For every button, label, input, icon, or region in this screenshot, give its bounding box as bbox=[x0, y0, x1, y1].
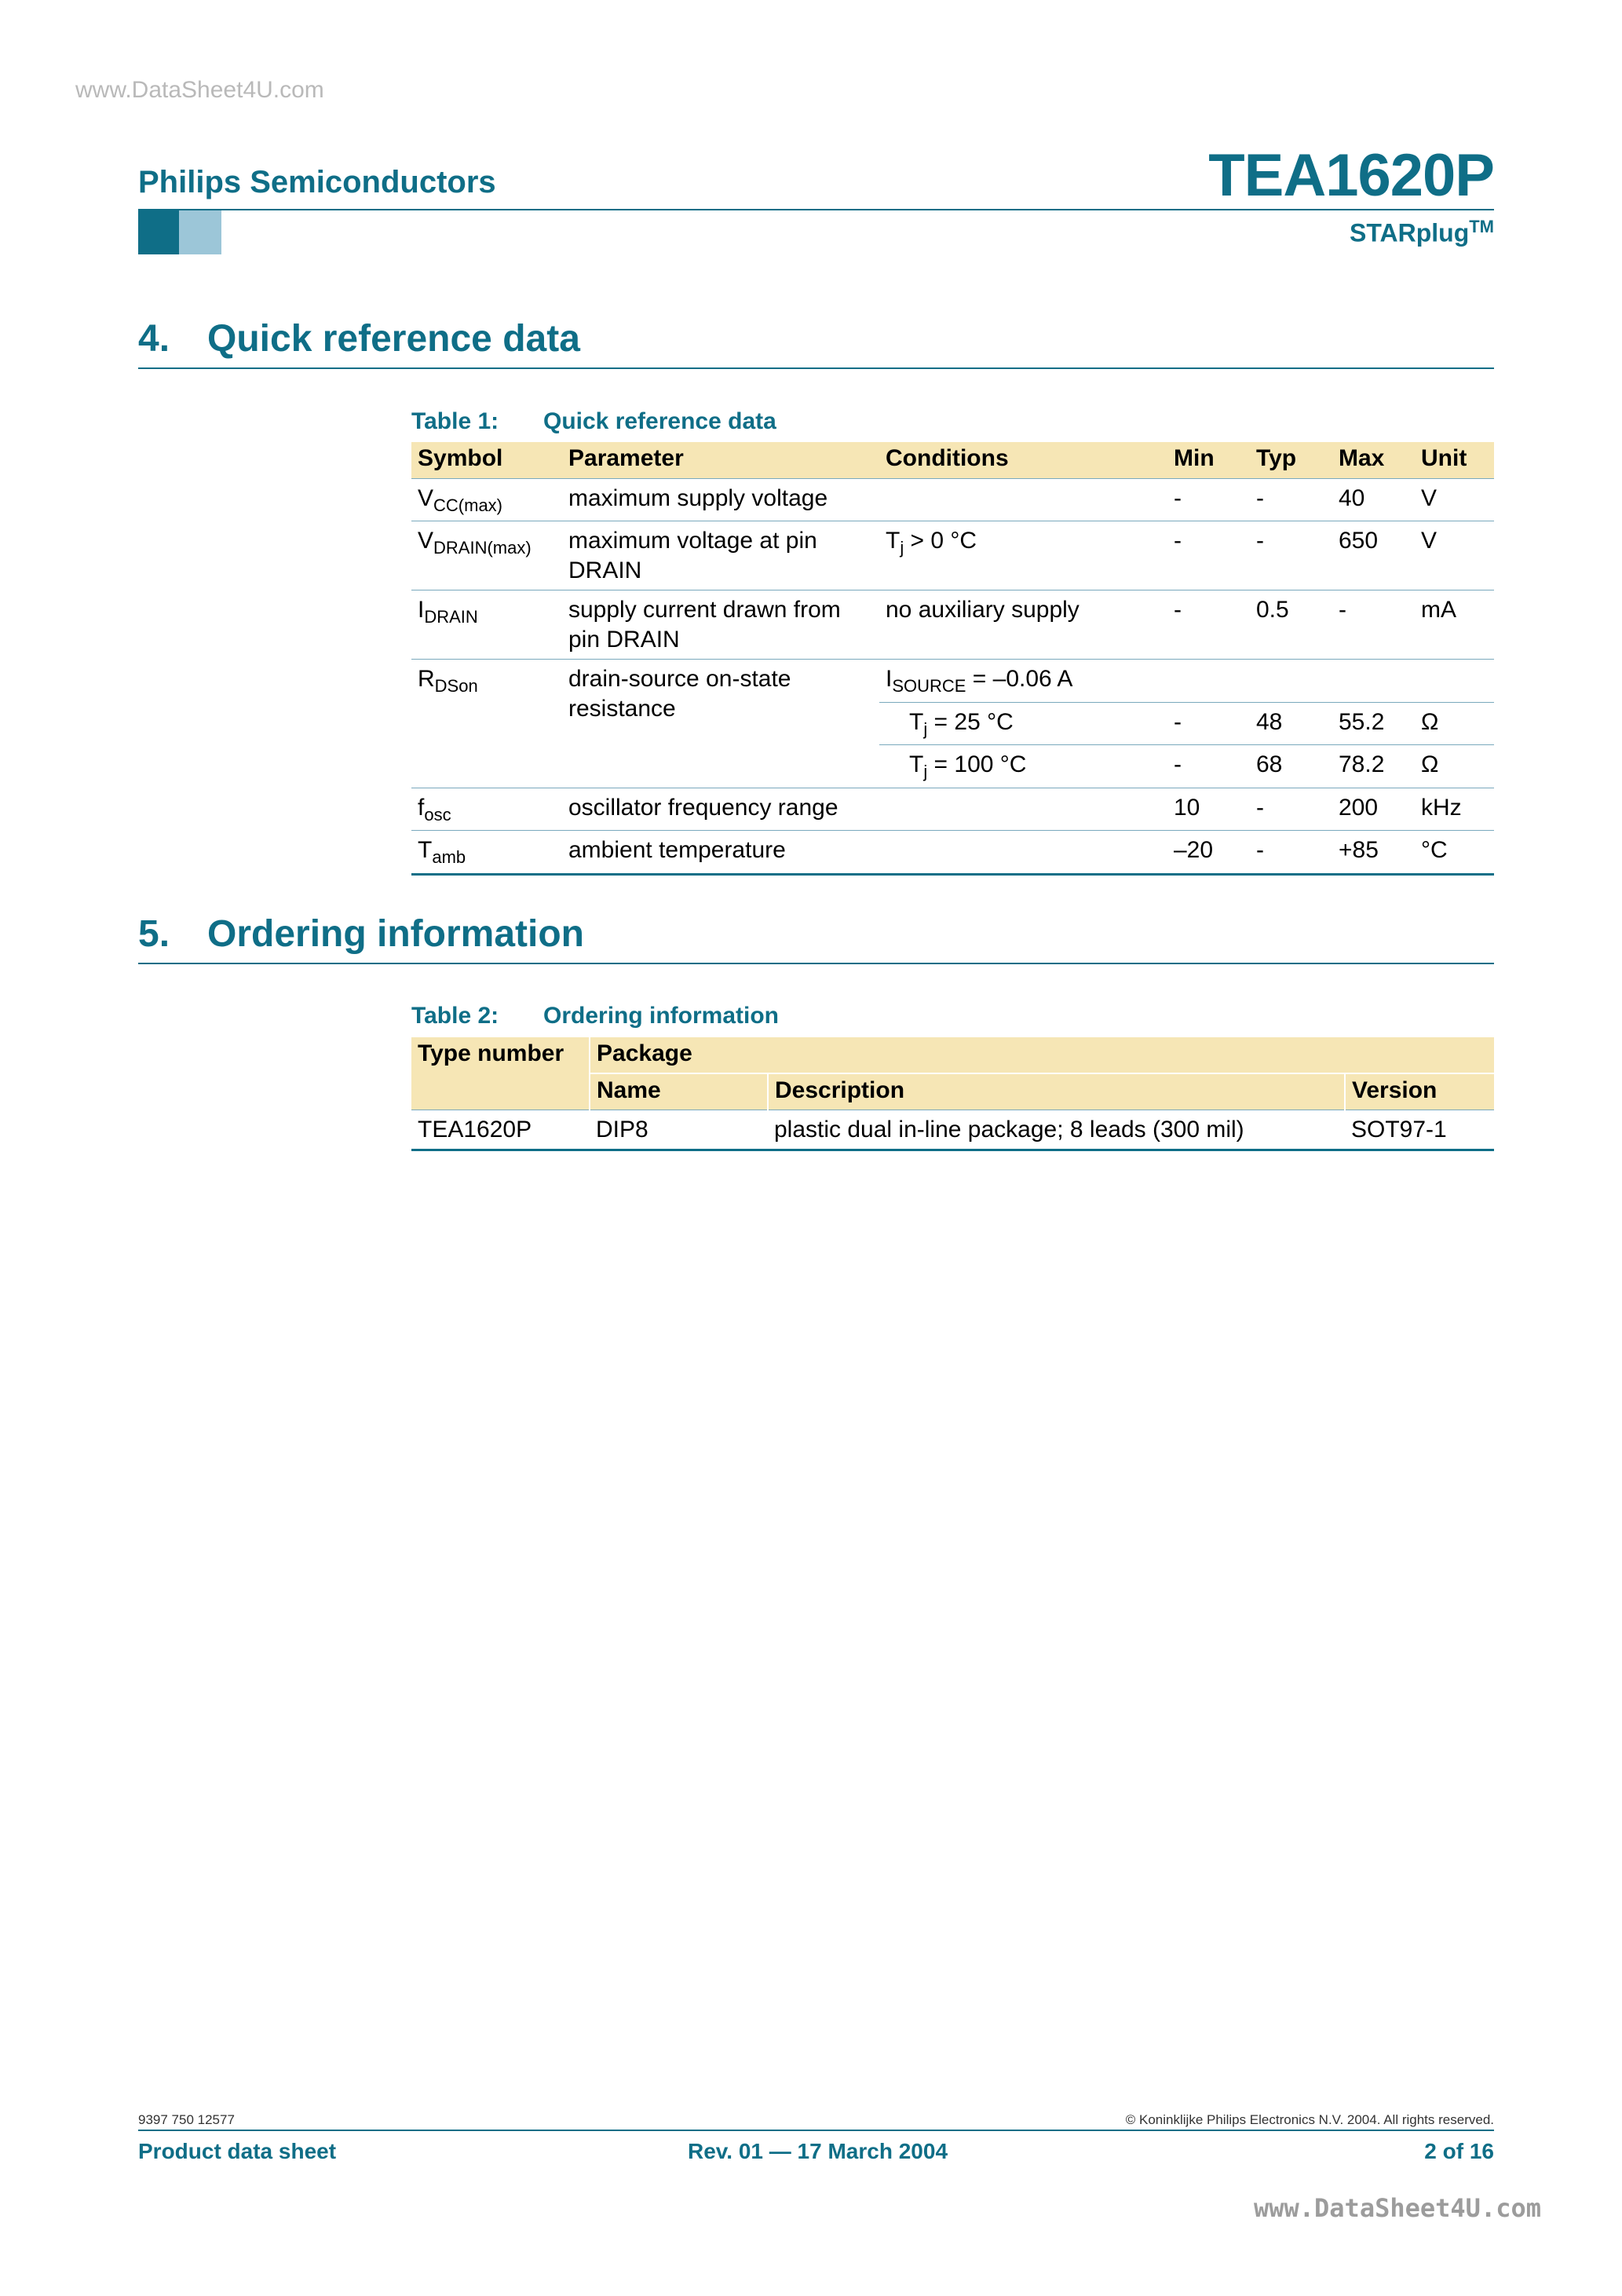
cell-min: - bbox=[1167, 745, 1250, 788]
cell-parameter: drain-source on-state resistance bbox=[562, 660, 879, 788]
subtitle-text: STARplug bbox=[1349, 218, 1470, 247]
table-1-label: Table 1: bbox=[411, 408, 499, 434]
col-header-max: Max bbox=[1332, 442, 1415, 478]
cell-conditions: no auxiliary supply bbox=[879, 590, 1167, 660]
cell-typ bbox=[1250, 660, 1332, 703]
section-5-heading bbox=[138, 912, 584, 956]
cell-parameter: ambient temperature bbox=[562, 831, 879, 875]
section-5-number: 5. bbox=[138, 913, 170, 955]
cell-symbol: $V_{CC(max)}$ bbox=[411, 478, 562, 521]
cell-min: - bbox=[1167, 590, 1250, 660]
section-4-number: 4. bbox=[138, 318, 170, 360]
product-name: TEA1620P bbox=[1208, 142, 1494, 209]
cell-min: –20 bbox=[1167, 831, 1250, 875]
cell-type-number: TEA1620P bbox=[411, 1110, 590, 1150]
cell-unit: kHz bbox=[1415, 788, 1494, 831]
cell-conditions bbox=[879, 831, 1167, 875]
table-row bbox=[411, 521, 1494, 590]
table-1-title: Quick reference data bbox=[543, 408, 776, 434]
cell-typ: - bbox=[1250, 788, 1332, 831]
page-number: 2 of 16 bbox=[1424, 2139, 1494, 2163]
cell-description: plastic dual in-line package; 8 leads (300 mil) bbox=[768, 1110, 1345, 1150]
cell-parameter: oscillator frequency range bbox=[562, 788, 879, 831]
cell-parameter: maximum voltage at pin DRAIN bbox=[562, 521, 879, 590]
cell-unit: V bbox=[1415, 478, 1494, 521]
cell-min: - bbox=[1167, 702, 1250, 745]
table-row bbox=[411, 590, 1494, 660]
col-header-unit: Unit bbox=[1415, 442, 1494, 478]
cell-unit bbox=[1415, 660, 1494, 703]
cell-typ: 68 bbox=[1250, 745, 1332, 788]
footer-rule bbox=[138, 2130, 1494, 2131]
document-number: 9397 750 12577 bbox=[138, 2112, 235, 2127]
section-4-rule bbox=[138, 367, 1494, 369]
col-header-description: Description bbox=[768, 1073, 1345, 1110]
product-subtitle bbox=[1350, 217, 1494, 248]
cell-max: +85 bbox=[1332, 831, 1415, 875]
cell-symbol: $T_{amb}$ bbox=[411, 831, 562, 875]
section-4-heading bbox=[138, 317, 580, 360]
brand-square-dark bbox=[138, 210, 179, 254]
table-header-row bbox=[411, 442, 1494, 478]
cell-unit: V bbox=[1415, 521, 1494, 590]
col-header-type-number: Type number bbox=[411, 1037, 590, 1110]
subtitle-trademark: TM bbox=[1469, 217, 1494, 236]
table-1-caption bbox=[411, 408, 776, 435]
table-2-title: Ordering information bbox=[543, 1003, 779, 1029]
watermark-top: www.DataSheet4U.com bbox=[75, 77, 324, 103]
table-header-row bbox=[411, 1037, 1494, 1073]
col-header-name: Name bbox=[590, 1073, 768, 1110]
cell-min: - bbox=[1167, 478, 1250, 521]
cell-max: 650 bbox=[1332, 521, 1415, 590]
col-header-symbol: Symbol bbox=[411, 442, 562, 478]
ordering-information-table bbox=[411, 1037, 1494, 1151]
section-5-title: Ordering information bbox=[207, 913, 584, 955]
col-header-conditions: Conditions bbox=[879, 442, 1167, 478]
cell-conditions bbox=[879, 788, 1167, 831]
table-row bbox=[411, 788, 1494, 831]
cell-max: - bbox=[1332, 590, 1415, 660]
cell-conditions: $T_j > 0$ °C bbox=[879, 521, 1167, 590]
cell-max: 78.2 bbox=[1332, 745, 1415, 788]
watermark-bottom: www.DataSheet4U.com bbox=[1253, 2193, 1541, 2223]
table-2-caption bbox=[411, 1003, 779, 1029]
cell-typ: - bbox=[1250, 478, 1332, 521]
cell-min: - bbox=[1167, 521, 1250, 590]
cell-unit: mA bbox=[1415, 590, 1494, 660]
cell-unit: Ω bbox=[1415, 745, 1494, 788]
cell-conditions: $T_j = 25$ °C bbox=[879, 702, 1167, 745]
cell-conditions: $T_j = 100$ °C bbox=[879, 745, 1167, 788]
section-5-rule bbox=[138, 963, 1494, 964]
cell-max: 40 bbox=[1332, 478, 1415, 521]
document-type: Product data sheet bbox=[138, 2139, 337, 2163]
cell-symbol: $f_{osc}$ bbox=[411, 788, 562, 831]
cell-parameter: maximum supply voltage bbox=[562, 478, 879, 521]
cell-symbol: $V_{DRAIN(max)}$ bbox=[411, 521, 562, 590]
cell-typ: - bbox=[1250, 831, 1332, 875]
cell-name: DIP8 bbox=[590, 1110, 768, 1150]
cell-version: SOT97-1 bbox=[1345, 1110, 1494, 1150]
table-row bbox=[411, 478, 1494, 521]
table-row bbox=[411, 831, 1494, 875]
cell-min bbox=[1167, 660, 1250, 703]
cell-max bbox=[1332, 660, 1415, 703]
cell-typ: 48 bbox=[1250, 702, 1332, 745]
quick-reference-table bbox=[411, 442, 1494, 876]
revision: Rev. 01 — 17 March 2004 bbox=[688, 2139, 948, 2163]
table-row bbox=[411, 660, 1494, 703]
col-header-typ: Typ bbox=[1250, 442, 1332, 478]
cell-unit: Ω bbox=[1415, 702, 1494, 745]
cell-typ: - bbox=[1250, 521, 1332, 590]
col-header-min: Min bbox=[1167, 442, 1250, 478]
company-name: Philips Semiconductors bbox=[138, 165, 496, 199]
cell-typ: 0.5 bbox=[1250, 590, 1332, 660]
header-rule bbox=[138, 209, 1494, 210]
col-header-version: Version bbox=[1345, 1073, 1494, 1110]
cell-min: 10 bbox=[1167, 788, 1250, 831]
cell-symbol: $I_{DRAIN}$ bbox=[411, 590, 562, 660]
cell-max: 55.2 bbox=[1332, 702, 1415, 745]
copyright: © Koninklijke Philips Electronics N.V. 2004. All rights reserved. bbox=[1125, 2112, 1494, 2127]
section-4-title: Quick reference data bbox=[207, 318, 580, 360]
cell-max: 200 bbox=[1332, 788, 1415, 831]
cell-conditions: $I_{SOURCE} = -0.06$ A bbox=[879, 660, 1167, 703]
cell-conditions bbox=[879, 478, 1167, 521]
col-header-parameter: Parameter bbox=[562, 442, 879, 478]
table-2-label: Table 2: bbox=[411, 1003, 499, 1029]
cell-unit: °C bbox=[1415, 831, 1494, 875]
brand-square-light bbox=[179, 210, 221, 254]
cell-parameter: supply current drawn from pin DRAIN bbox=[562, 590, 879, 660]
col-header-package: Package bbox=[590, 1037, 1494, 1073]
table-row bbox=[411, 1110, 1494, 1150]
cell-symbol: $R_{DSon}$ bbox=[411, 660, 562, 788]
